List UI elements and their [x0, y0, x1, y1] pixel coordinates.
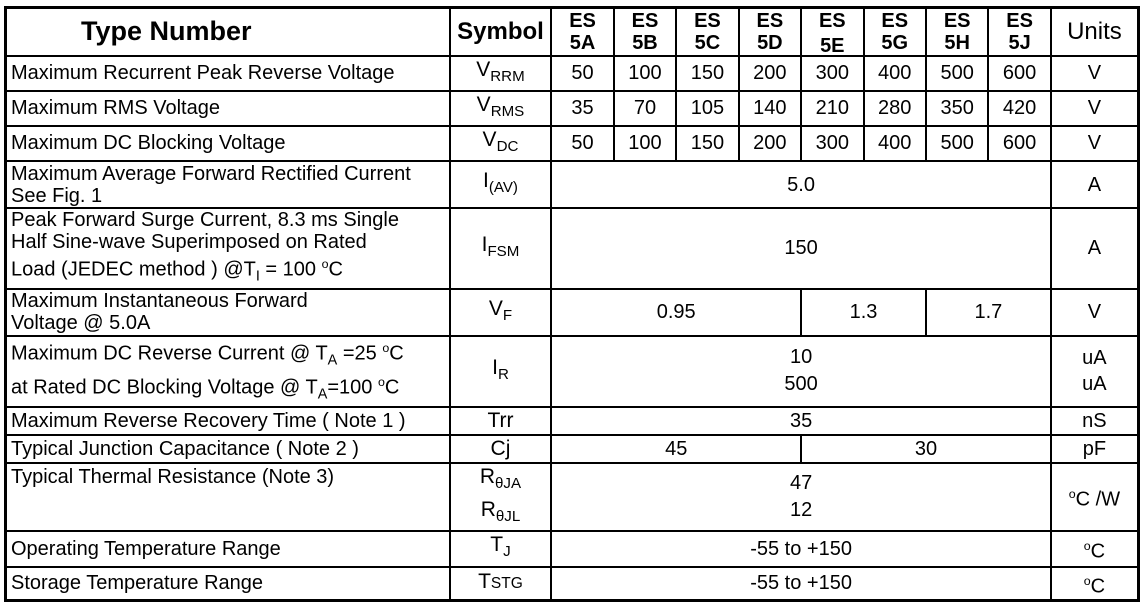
row-tj	[6, 531, 1139, 566]
col-header-units: Units	[1051, 8, 1139, 56]
value-cell: 300	[801, 56, 863, 91]
param-label: Peak Forward Surge Current, 8.3 ms Single Half Sine-wave Superimposed on Rated Load (JEDEC method ) $@T_I = 100$ $^o$C	[6, 208, 450, 289]
col-header-es5j: ES 5J	[988, 8, 1050, 56]
value-cell: -55 to +150	[551, 567, 1051, 601]
value-cell: 150	[676, 56, 738, 91]
value-cell: 140	[739, 91, 801, 126]
col-header-es5d: ES 5D	[739, 8, 801, 56]
value-cell: 1.7	[926, 289, 1051, 336]
param-symbol: $R_{\theta JA}$ $R_{\theta JL}$	[450, 463, 552, 531]
unit-cell: $^o$C	[1051, 567, 1139, 601]
row-ir	[6, 336, 1139, 407]
param-symbol: $V_F$	[450, 289, 552, 336]
unit-cell: $^o$C	[1051, 531, 1139, 566]
unit-cell: V	[1051, 56, 1139, 91]
col-header-es5b: ES 5B	[614, 8, 676, 56]
unit-cell: nS	[1051, 407, 1139, 435]
col-header-type-number: Type Number	[6, 8, 450, 56]
param-label: Maximum Instantaneous Forward Voltage @ 5.0A	[6, 289, 450, 336]
header-row	[6, 8, 1139, 56]
param-symbol: $T_J$	[450, 531, 552, 566]
value-cell: -55 to +150	[551, 531, 1051, 566]
param-label: Maximum RMS Voltage	[6, 91, 450, 126]
unit-cell: V	[1051, 126, 1139, 161]
value-cell: 300	[801, 126, 863, 161]
param-label: Maximum Recurrent Peak Reverse Voltage	[6, 56, 450, 91]
value-cell: 100	[614, 126, 676, 161]
row-vdc	[6, 126, 1139, 161]
param-label: Storage Temperature Range	[6, 567, 450, 601]
unit-cell: $^o$C /W	[1051, 463, 1139, 531]
value-cell: 30	[801, 435, 1051, 463]
value-cell: 70	[614, 91, 676, 126]
param-symbol: Cj	[450, 435, 552, 463]
value-cell: 5.0	[551, 161, 1051, 208]
value-cell: 50	[551, 126, 613, 161]
param-label: Typical Thermal Resistance (Note 3)	[6, 463, 450, 531]
unit-cell: A	[1051, 161, 1139, 208]
param-label: Typical Junction Capacitance ( Note 2 )	[6, 435, 450, 463]
row-vf	[6, 289, 1139, 336]
param-label: Maximum DC Blocking Voltage	[6, 126, 450, 161]
param-label: Maximum DC Reverse Current @ $T_A =25$ $^o$C at Rated DC Blocking Voltage @ $T_A=100$ $^o$C	[6, 336, 450, 407]
value-cell: 0.95	[551, 289, 801, 336]
param-symbol: TSTG	[450, 567, 552, 601]
param-symbol: $I_{(AV)}$	[450, 161, 552, 208]
row-vrrm	[6, 56, 1139, 91]
param-symbol: $I_{FSM}$	[450, 208, 552, 289]
unit-cell: A	[1051, 208, 1139, 289]
value-cell: 10 500	[551, 336, 1051, 407]
col-header-symbol: Symbol	[450, 8, 552, 56]
row-vrms	[6, 91, 1139, 126]
unit-cell: pF	[1051, 435, 1139, 463]
value-cell: 500	[926, 126, 988, 161]
col-header-es5h: ES 5H	[926, 8, 988, 56]
value-cell: 200	[739, 56, 801, 91]
param-label: Operating Temperature Range	[6, 531, 450, 566]
ratings-table	[4, 6, 1140, 602]
value-cell: 150	[676, 126, 738, 161]
value-cell: 50	[551, 56, 613, 91]
value-cell: 350	[926, 91, 988, 126]
row-rth	[6, 463, 1139, 531]
value-cell: 400	[864, 126, 926, 161]
value-cell: 500	[926, 56, 988, 91]
row-cj	[6, 435, 1139, 463]
value-cell: 150	[551, 208, 1051, 289]
value-cell: 45	[551, 435, 801, 463]
value-cell: 200	[739, 126, 801, 161]
value-cell: 35	[551, 407, 1051, 435]
row-iav	[6, 161, 1139, 208]
value-cell: 100	[614, 56, 676, 91]
value-cell: 35	[551, 91, 613, 126]
row-trr	[6, 407, 1139, 435]
value-cell: 47 12	[551, 463, 1051, 531]
param-symbol: $I_R$	[450, 336, 552, 407]
value-cell: 105	[676, 91, 738, 126]
value-cell: 600	[988, 126, 1050, 161]
row-ifsm	[6, 208, 1139, 289]
col-header-es5a: ES 5A	[551, 8, 613, 56]
param-label: Maximum Average Forward Rectified Current See Fig. 1	[6, 161, 450, 208]
col-header-es5e: ES 5E	[801, 8, 863, 56]
col-header-es5c: ES 5C	[676, 8, 738, 56]
value-cell: 210	[801, 91, 863, 126]
param-symbol: $V_{RMS}$	[450, 91, 552, 126]
row-tstg	[6, 567, 1139, 601]
param-label: Maximum Reverse Recovery Time ( Note 1 )	[6, 407, 450, 435]
param-symbol: $V_{DC}$	[450, 126, 552, 161]
value-cell: 1.3	[801, 289, 926, 336]
value-cell: 420	[988, 91, 1050, 126]
col-header-es5g: ES 5G	[864, 8, 926, 56]
unit-cell: V	[1051, 289, 1139, 336]
value-cell: 400	[864, 56, 926, 91]
unit-cell: V	[1051, 91, 1139, 126]
param-symbol: $V_{RRM}$	[450, 56, 552, 91]
value-cell: 280	[864, 91, 926, 126]
value-cell: 600	[988, 56, 1050, 91]
param-symbol: Trr	[450, 407, 552, 435]
unit-cell: uA uA	[1051, 336, 1139, 407]
